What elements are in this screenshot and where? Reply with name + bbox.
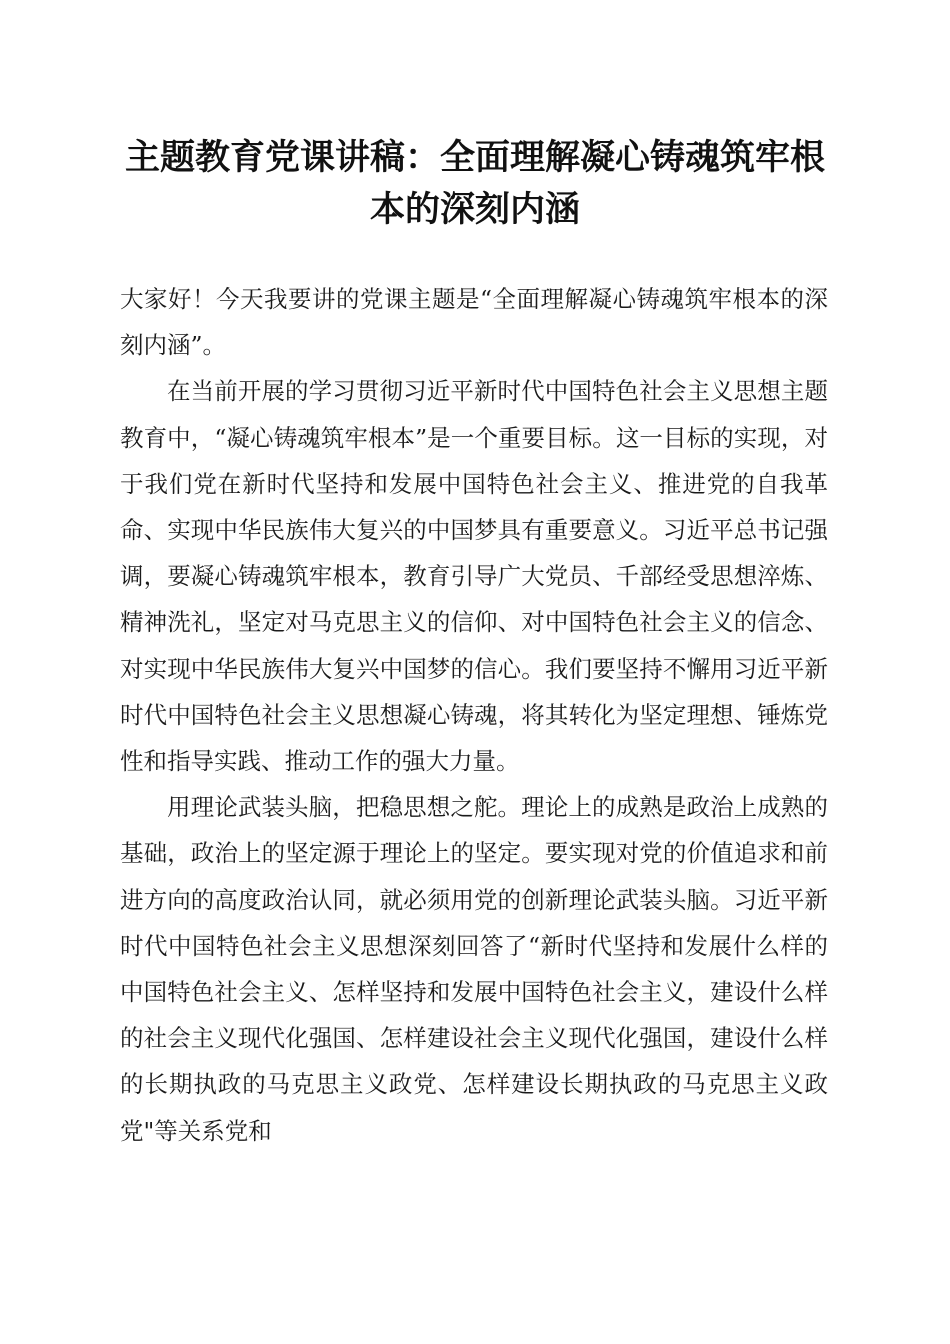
paragraph-greeting: 大家好！今天我要讲的党课主题是“全面理解凝心铸魂筑牢根本的深刻内涵”。 xyxy=(120,285,828,360)
paragraph-theory: 用理论武装头脑，把稳思想之舵。理论上的成熟是政治上成熟的基础，政治上的坚定源于理论上的坚定。要实现对党的价值追求和前进方向的高度政治认同，就必须用党的创新理论武装头脑。习近平新时代中国特色社会主义思想深刻回答了“新时代坚持和发展什么样的中国特色社会主义、怎样坚持和发展中国特色社会主义，建设什么样的社会主义现代化强国、怎样建设社会主义现代化强国，建设什么样的长期执政的马克思主义政党、怎样建设长期执政的马克思主义政党"等关系党和 xyxy=(120,793,828,1145)
document-title: 主题教育党课讲稿：全面理解凝心铸魂筑牢根本的深刻内涵 xyxy=(124,137,825,230)
paragraph-context: 在当前开展的学习贯彻习近平新时代中国特色社会主义思想主题教育中，“凝心铸魂筑牢根本”是一个重要目标。这一目标的实现，对于我们党在新时代坚持和发展中国特色社会主义、推进党的自我革命、实现中华民族伟大复兴的中国梦具有重要意义。习近平总书记强调，要凝心铸魂筑牢根本，教育引导广大党员、千部经受思想淬炼、精神洗礼，坚定对马克思主义的信仰、对中国特色社会主义的信念、对实现中华民族伟大复兴中国梦的信心。我们要坚持不懈用习近平新时代中国特色社会主义思想凝心铸魂，将其转化为坚定理想、锤炼党性和指导实践、推动工作的强大力量。 xyxy=(120,377,828,776)
document-body xyxy=(120,276,828,1154)
